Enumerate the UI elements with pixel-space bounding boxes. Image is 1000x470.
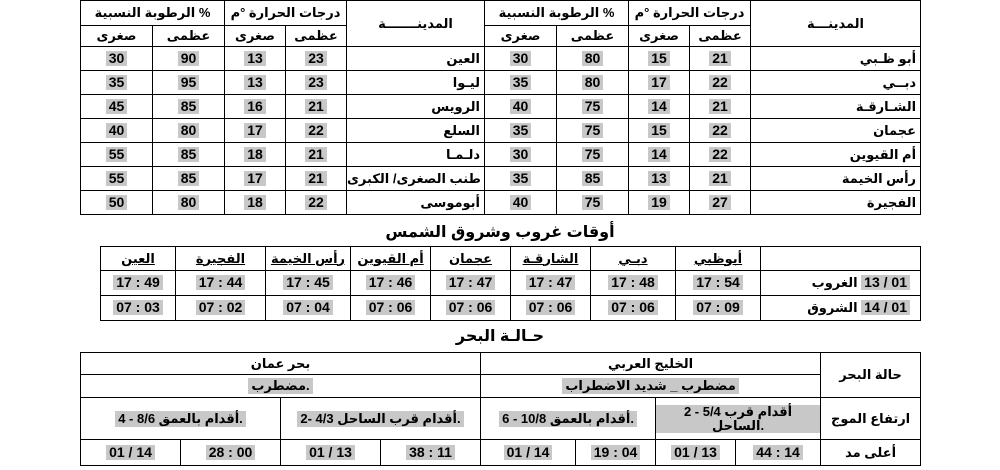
sunrise-time-value: 07 : 04 bbox=[283, 300, 333, 315]
temp-max bbox=[286, 191, 347, 215]
sun-city-label: الشارقـة bbox=[522, 250, 579, 266]
sunset-time bbox=[266, 271, 351, 296]
temp-max bbox=[286, 71, 347, 95]
humidity-max-value: 80 bbox=[582, 51, 604, 66]
temp-min-value: 17 bbox=[648, 75, 670, 90]
sunrise-time bbox=[101, 296, 176, 321]
temp-max-value: 21 bbox=[709, 171, 731, 186]
sunset-time-value: 17 : 45 bbox=[283, 275, 333, 290]
temp-max-value: 22 bbox=[709, 147, 731, 162]
temp-max bbox=[286, 119, 347, 143]
sunset-time-value: 17 : 48 bbox=[608, 275, 658, 290]
humidity-max-value: 75 bbox=[582, 147, 604, 162]
weather-row bbox=[81, 191, 921, 215]
humidity-min-header: صغرى bbox=[485, 26, 557, 47]
humidity-min bbox=[485, 47, 557, 71]
sun-corner bbox=[761, 247, 921, 271]
humidity-max bbox=[557, 119, 629, 143]
sunset-time bbox=[511, 271, 591, 296]
temp-max bbox=[690, 47, 751, 71]
humidity-max-value: 75 bbox=[582, 195, 604, 210]
temp-min bbox=[225, 71, 286, 95]
humidity-min-value: 30 bbox=[106, 51, 128, 66]
humidity-max-value: 85 bbox=[178, 171, 200, 186]
sun-times-table bbox=[100, 246, 921, 321]
sun-city bbox=[431, 247, 511, 271]
humidity-min-value: 40 bbox=[510, 99, 532, 114]
humidity-max bbox=[153, 95, 225, 119]
sunrise-time-value: 07 : 09 bbox=[693, 300, 743, 315]
sun-city-label: دبـي bbox=[618, 250, 648, 266]
humidity-max bbox=[557, 167, 629, 191]
city-name: أم القيوين bbox=[751, 143, 921, 167]
temp-min bbox=[629, 167, 690, 191]
sun-city-label: أبوظبي bbox=[693, 250, 743, 266]
city-name: ليـوا bbox=[347, 71, 485, 95]
sunset-time-value: 17 : 47 bbox=[446, 275, 496, 290]
humidity-max-value: 80 bbox=[178, 123, 200, 138]
sea-state-label: حالة البحر bbox=[821, 353, 921, 398]
tide-value-value: 28 : 00 bbox=[206, 445, 256, 460]
city-name: أبوموسى bbox=[347, 191, 485, 215]
city-name: العين bbox=[347, 47, 485, 71]
sunrise-time bbox=[176, 296, 266, 321]
sun-city bbox=[101, 247, 176, 271]
temp-max-value: 21 bbox=[305, 99, 327, 114]
humidity-max bbox=[557, 95, 629, 119]
humidity-header-right: الرطوبة النسبية % bbox=[485, 1, 629, 26]
humidity-min-value: 35 bbox=[510, 75, 532, 90]
temp-min-value: 14 bbox=[648, 99, 670, 114]
city-name: عجمان bbox=[751, 119, 921, 143]
sunset-time bbox=[176, 271, 266, 296]
humidity-header-left: الرطوبة النسبية % bbox=[81, 1, 225, 26]
temp-max bbox=[690, 71, 751, 95]
humidity-max bbox=[557, 71, 629, 95]
temp-min-value: 14 bbox=[648, 147, 670, 162]
temp-min-header: صغرى bbox=[629, 26, 690, 47]
sunrise-time bbox=[591, 296, 676, 321]
tide-value-value: 01 / 14 bbox=[504, 445, 553, 460]
temp-min-value: 16 bbox=[244, 99, 266, 114]
sun-city-label: عجمان bbox=[449, 250, 492, 266]
city-header-right: المدينـــة bbox=[751, 1, 921, 47]
sunset-time bbox=[351, 271, 431, 296]
weather-row bbox=[81, 167, 921, 191]
sunset-time bbox=[101, 271, 176, 296]
humidity-min-value: 40 bbox=[510, 195, 532, 210]
humidity-max-value: 85 bbox=[178, 147, 200, 162]
sun-city-label: أم القيوين bbox=[357, 250, 424, 266]
temp-header-right: درجات الحرارة °م bbox=[629, 1, 751, 26]
weather-row bbox=[81, 119, 921, 143]
tide-value bbox=[736, 440, 821, 466]
temp-min-value: 15 bbox=[648, 51, 670, 66]
oman-wave-near: 2- 4/3 أقدام قرب الساحل. bbox=[281, 398, 481, 440]
sun-city-label: رأس الخيمة bbox=[270, 250, 346, 266]
humidity-max bbox=[153, 71, 225, 95]
humidity-max bbox=[153, 191, 225, 215]
humidity-min bbox=[81, 71, 153, 95]
temp-min bbox=[225, 167, 286, 191]
sunset-time-value: 17 : 47 bbox=[526, 275, 576, 290]
gulf-sea-state: مضطرب _ شديد الاضطراب bbox=[481, 375, 821, 398]
sunset-time bbox=[676, 271, 761, 296]
humidity-max-value: 80 bbox=[178, 195, 200, 210]
city-name: رأس الخيمة bbox=[751, 167, 921, 191]
weather-table bbox=[80, 0, 921, 215]
temp-min-value: 15 bbox=[648, 123, 670, 138]
temp-max bbox=[690, 119, 751, 143]
sunrise-time bbox=[351, 296, 431, 321]
sunrise-time-value: 07 : 02 bbox=[196, 300, 246, 315]
sunrise-time-value: 07 : 06 bbox=[526, 300, 576, 315]
humidity-max-value: 75 bbox=[582, 99, 604, 114]
weather-row bbox=[81, 143, 921, 167]
humidity-min-value: 35 bbox=[106, 75, 128, 90]
humidity-min bbox=[81, 191, 153, 215]
gulf-header: الخليج العربي bbox=[481, 353, 821, 375]
humidity-min-value: 40 bbox=[106, 123, 128, 138]
temp-min-header: صغرى bbox=[225, 26, 286, 47]
temp-max-value: 21 bbox=[709, 51, 731, 66]
humidity-min bbox=[81, 95, 153, 119]
temp-min-value: 18 bbox=[244, 195, 266, 210]
humidity-max-value: 85 bbox=[178, 99, 200, 114]
humidity-min bbox=[485, 167, 557, 191]
humidity-max bbox=[557, 191, 629, 215]
tide-value-value: 01 / 13 bbox=[671, 445, 720, 460]
city-name: أبو ظـبي bbox=[751, 47, 921, 71]
temp-max bbox=[690, 95, 751, 119]
temp-min bbox=[225, 119, 286, 143]
humidity-max bbox=[153, 119, 225, 143]
humidity-min bbox=[485, 71, 557, 95]
temp-max-value: 22 bbox=[305, 123, 327, 138]
weather-row bbox=[81, 71, 921, 95]
gulf-wave-far: 6 - 10/8 أقدام بالعمق. bbox=[481, 398, 656, 440]
temp-header-left: درجات الحرارة °م bbox=[225, 1, 347, 26]
temp-max-value: 21 bbox=[305, 147, 327, 162]
humidity-max bbox=[153, 167, 225, 191]
tide-value-value: 38 : 11 bbox=[406, 445, 455, 460]
humidity-min-value: 50 bbox=[106, 195, 128, 210]
tide-value bbox=[81, 440, 181, 466]
temp-max bbox=[286, 47, 347, 71]
temp-min bbox=[225, 191, 286, 215]
sunrise-time bbox=[511, 296, 591, 321]
sunset-time bbox=[591, 271, 676, 296]
sunrise-time bbox=[266, 296, 351, 321]
sea-state-table bbox=[80, 352, 921, 466]
temp-max-header: عظمى bbox=[690, 26, 751, 47]
humidity-min bbox=[485, 119, 557, 143]
sun-times-title: أوقات غروب وشروق الشمس bbox=[385, 224, 615, 241]
temp-min-value: 13 bbox=[648, 171, 670, 186]
humidity-max-header: عظمى bbox=[153, 26, 225, 47]
tide-value bbox=[576, 440, 656, 466]
temp-min-value: 17 bbox=[244, 123, 266, 138]
temp-min bbox=[629, 119, 690, 143]
oman-sea-header: بحر عمان bbox=[81, 353, 481, 375]
tide-value-value: 01 / 14 bbox=[106, 445, 155, 460]
weather-row bbox=[81, 47, 921, 71]
sunset bbox=[761, 271, 921, 296]
sunset-date: 13 / 01 bbox=[861, 275, 910, 290]
city-header-left: المدينـــــــة bbox=[347, 1, 485, 47]
city-name: طنب الصغرى/ الكبرى bbox=[347, 167, 485, 191]
temp-min-value: 13 bbox=[244, 51, 266, 66]
humidity-min-value: 30 bbox=[510, 147, 532, 162]
humidity-min bbox=[485, 95, 557, 119]
temp-max bbox=[690, 167, 751, 191]
sunrise-time-value: 07 : 06 bbox=[366, 300, 416, 315]
weather-sheet bbox=[80, 0, 920, 470]
sunset-time-value: 17 : 54 bbox=[693, 275, 743, 290]
humidity-min bbox=[81, 47, 153, 71]
temp-min-value: 13 bbox=[244, 75, 266, 90]
sun-city bbox=[351, 247, 431, 271]
humidity-min bbox=[81, 143, 153, 167]
humidity-max-value: 90 bbox=[178, 51, 200, 66]
humidity-max-header: عظمى bbox=[557, 26, 629, 47]
temp-max-value: 22 bbox=[709, 75, 731, 90]
sunset-label: الغروب bbox=[811, 275, 858, 290]
temp-max-value: 22 bbox=[709, 123, 731, 138]
temp-max-value: 22 bbox=[305, 195, 327, 210]
humidity-max bbox=[557, 143, 629, 167]
sea-state-title: حـالـة البحر bbox=[455, 328, 545, 345]
gulf-wave-near: 2 - 5/4 أقدام قرب الساحل. bbox=[656, 398, 821, 440]
sunrise-label: الشروق bbox=[807, 300, 858, 315]
humidity-max-value: 95 bbox=[178, 75, 200, 90]
temp-min bbox=[629, 143, 690, 167]
temp-min-value: 19 bbox=[648, 195, 670, 210]
temp-max-value: 23 bbox=[305, 51, 327, 66]
tide-value bbox=[656, 440, 736, 466]
temp-max-value: 23 bbox=[305, 75, 327, 90]
tide-value bbox=[481, 440, 576, 466]
tide-value bbox=[181, 440, 281, 466]
sunset-time-value: 17 : 46 bbox=[366, 275, 416, 290]
temp-max bbox=[286, 167, 347, 191]
humidity-max bbox=[557, 47, 629, 71]
sunrise-time bbox=[431, 296, 511, 321]
humidity-min-value: 35 bbox=[510, 171, 532, 186]
tide-value-value: 01 / 13 bbox=[306, 445, 355, 460]
temp-min bbox=[629, 47, 690, 71]
city-name: دلـمـا bbox=[347, 143, 485, 167]
humidity-min-value: 55 bbox=[106, 147, 128, 162]
sunset-time-value: 17 : 44 bbox=[196, 275, 246, 290]
temp-max bbox=[690, 191, 751, 215]
humidity-min-value: 55 bbox=[106, 171, 128, 186]
humidity-min-header: صغرى bbox=[81, 26, 153, 47]
humidity-max bbox=[153, 143, 225, 167]
humidity-min bbox=[485, 191, 557, 215]
humidity-min bbox=[485, 143, 557, 167]
wave-height-label: ارتفاع الموج bbox=[821, 398, 921, 440]
temp-min bbox=[629, 71, 690, 95]
temp-max-value: 21 bbox=[709, 99, 731, 114]
sun-city bbox=[676, 247, 761, 271]
sun-city-label: العين bbox=[121, 250, 155, 266]
city-name: الفجيرة bbox=[751, 191, 921, 215]
sunrise-date: 14 / 01 bbox=[861, 300, 910, 315]
tide-value-value: 19 : 04 bbox=[591, 445, 641, 460]
sunset-time bbox=[431, 271, 511, 296]
temp-min-value: 18 bbox=[244, 147, 266, 162]
temp-min bbox=[629, 95, 690, 119]
humidity-max-value: 85 bbox=[582, 171, 604, 186]
sunrise-time bbox=[676, 296, 761, 321]
sunrise-time-value: 07 : 06 bbox=[608, 300, 658, 315]
humidity-min bbox=[81, 167, 153, 191]
tide-value-value: 44 : 14 bbox=[753, 445, 803, 460]
city-name: السلع bbox=[347, 119, 485, 143]
humidity-min-value: 45 bbox=[106, 99, 128, 114]
sunset-time-value: 17 : 49 bbox=[113, 275, 163, 290]
city-name: الشـارقـة bbox=[751, 95, 921, 119]
temp-max-value: 27 bbox=[709, 195, 731, 210]
temp-max bbox=[286, 95, 347, 119]
sunrise-time-value: 07 : 06 bbox=[446, 300, 496, 315]
temp-max bbox=[690, 143, 751, 167]
tide-value bbox=[281, 440, 381, 466]
temp-min bbox=[225, 143, 286, 167]
temp-min bbox=[225, 47, 286, 71]
humidity-min bbox=[81, 119, 153, 143]
temp-min bbox=[629, 191, 690, 215]
humidity-min-value: 35 bbox=[510, 123, 532, 138]
weather-row bbox=[81, 95, 921, 119]
temp-min-value: 17 bbox=[244, 171, 266, 186]
temp-max-value: 21 bbox=[305, 171, 327, 186]
high-tide-label: أعلى مد bbox=[821, 440, 921, 466]
tide-value bbox=[381, 440, 481, 466]
sun-city bbox=[266, 247, 351, 271]
city-name: الرويس bbox=[347, 95, 485, 119]
sunrise bbox=[761, 296, 921, 321]
humidity-max-value: 80 bbox=[582, 75, 604, 90]
sunrise-time-value: 07 : 03 bbox=[113, 300, 163, 315]
sun-city bbox=[591, 247, 676, 271]
temp-max bbox=[286, 143, 347, 167]
humidity-max bbox=[153, 47, 225, 71]
city-name: دبــي bbox=[751, 71, 921, 95]
oman-wave-far: 4 - 8/6 أقدام بالعمق. bbox=[81, 398, 281, 440]
oman-sea-state: مضطرب. bbox=[81, 375, 481, 398]
sun-city bbox=[511, 247, 591, 271]
temp-max-header: عظمى bbox=[286, 26, 347, 47]
humidity-min-value: 30 bbox=[510, 51, 532, 66]
sun-city bbox=[176, 247, 266, 271]
sun-city-label: الفجيرة bbox=[195, 250, 246, 266]
humidity-max-value: 75 bbox=[582, 123, 604, 138]
temp-min bbox=[225, 95, 286, 119]
